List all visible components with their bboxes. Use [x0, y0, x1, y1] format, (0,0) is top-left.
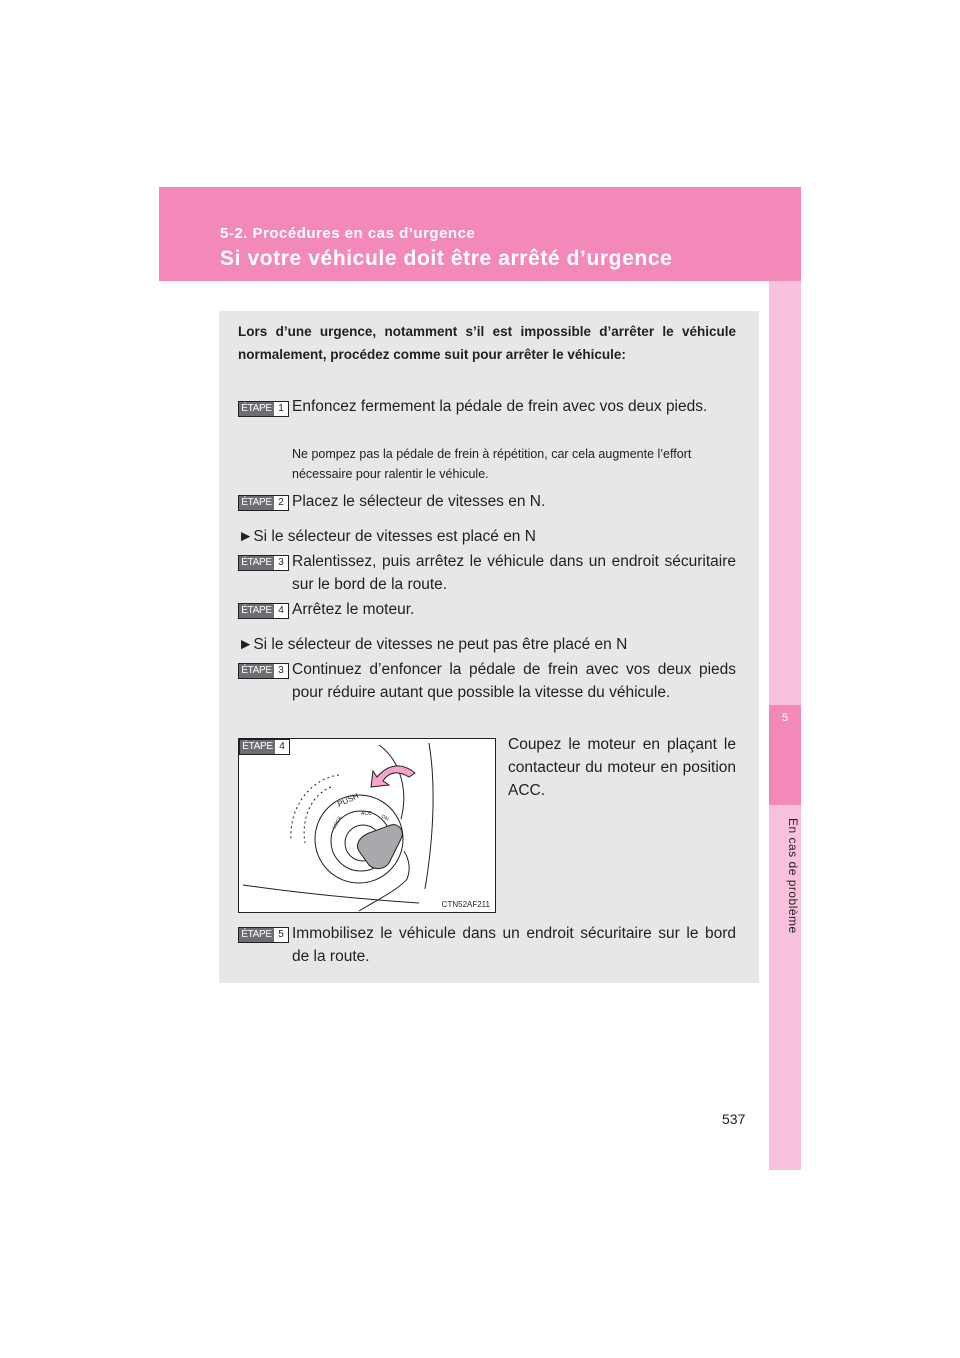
on-label: ON	[380, 813, 390, 823]
step-text: Immobilisez le véhicule dans un endroit sécuritaire sur le bord de la route.	[292, 925, 736, 965]
ignition-switch-illustration	[239, 739, 495, 912]
condition-heading: ►Si le sélecteur de vitesses est placé en N	[238, 528, 536, 545]
intro-text: Lors d’une urgence, notamment s’il est impossible d’arrêter le véhicule normalement, procédez comme suit pour arrêter le véhicule:	[238, 324, 736, 362]
step-number: 4	[278, 605, 284, 616]
step-text: Continuez d’enfoncer la pédale de frein avec vos deux pieds pour réduire autant que possible la vitesse du véhicule.	[292, 661, 736, 701]
step-text: Placez le sélecteur de vitesses en N.	[292, 493, 546, 510]
condition-heading: ►Si le sélecteur de vitesses ne peut pas être placé en N	[238, 636, 628, 653]
step-word: ÉTAPE	[239, 556, 274, 570]
procedure-box	[219, 311, 759, 983]
step-text: Arrêtez le moteur.	[292, 601, 415, 618]
step-number: 4	[279, 741, 285, 752]
step-number: 1	[278, 403, 284, 414]
step-word: ÉTAPE	[239, 928, 274, 942]
chapter-name: En cas de problème	[786, 818, 800, 934]
key-head	[357, 825, 402, 869]
lock-label: LOCK	[331, 815, 344, 830]
push-label: PUSH	[336, 791, 360, 809]
step-text: Enfoncez fermement la pédale de frein avec vos deux pieds.	[292, 398, 708, 415]
step-number: 5	[278, 929, 284, 940]
step-badge	[238, 401, 289, 417]
step-word: ÉTAPE	[239, 604, 274, 618]
step-badge	[238, 495, 289, 511]
step-word: ÉTAPE	[239, 496, 274, 510]
ignition-figure	[238, 738, 496, 913]
rotation-arrow	[371, 766, 415, 787]
step-text: Ralentissez, puis arrêtez le véhicule dans un endroit sécuritaire sur le bord de la route.	[292, 553, 736, 593]
page-title: Si votre véhicule doit être arrêté d’urgence	[220, 247, 673, 270]
step-badge	[238, 603, 289, 619]
section-label: 5-2. Procédures en cas d’urgence	[220, 225, 476, 242]
step-badge	[238, 927, 289, 943]
step-note: Ne pompez pas la pédale de frein à répétition, car cela augmente l’effort nécessaire pour ralentir le véhicule.	[292, 447, 692, 481]
step-badge	[238, 555, 289, 571]
step-text: Coupez le moteur en plaçant le contacteur du moteur en position ACC.	[508, 736, 736, 799]
page-number: 537	[722, 1111, 746, 1127]
acc-label: ACC	[361, 811, 372, 817]
step-number: 2	[278, 497, 284, 508]
step-word: ÉTAPE	[239, 402, 274, 416]
chapter-number: 5	[781, 712, 789, 724]
figure-caption: CTN52AF211	[441, 900, 490, 909]
step-number: 3	[278, 557, 284, 568]
step-number: 3	[278, 665, 284, 676]
header-band	[159, 187, 801, 281]
step-badge	[239, 739, 290, 755]
step-word: ÉTAPE	[239, 664, 274, 678]
step-badge	[238, 663, 289, 679]
step-word: ÉTAPE	[240, 740, 275, 754]
